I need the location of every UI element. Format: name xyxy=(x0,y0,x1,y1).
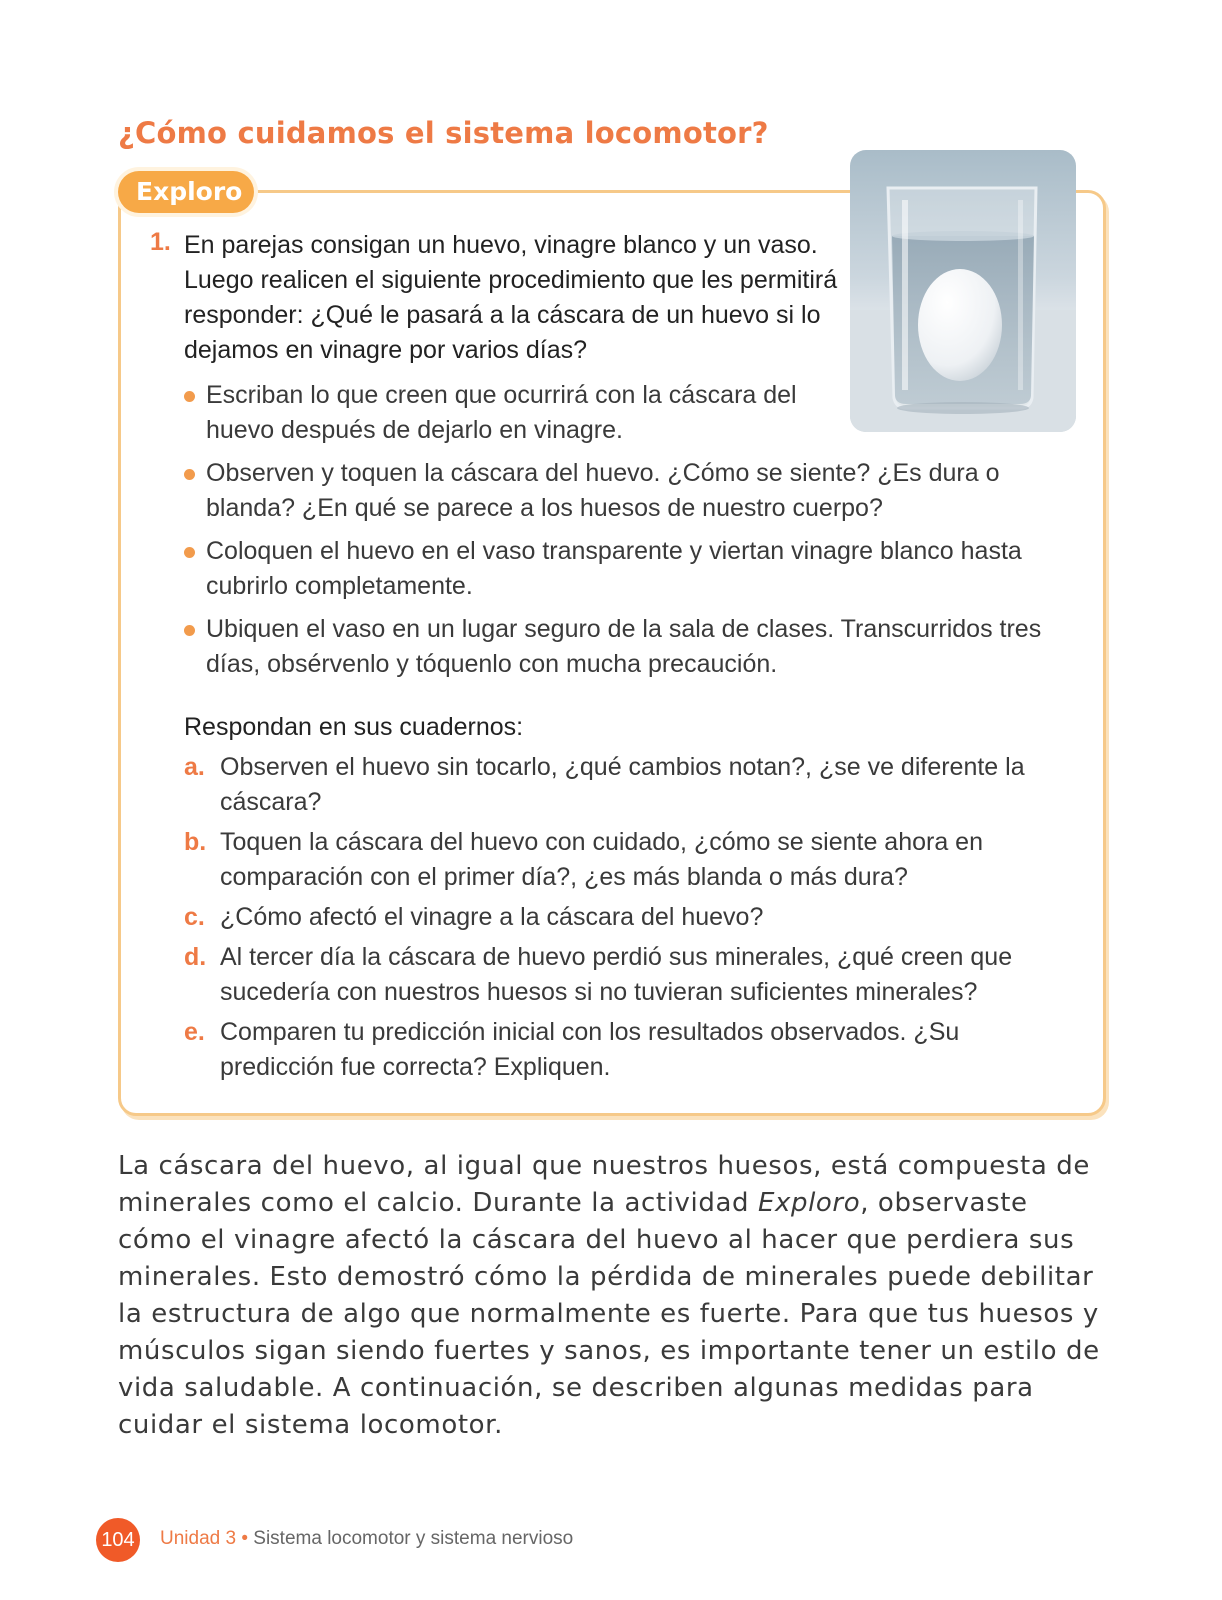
footer-unit-label xyxy=(160,1528,573,1550)
respond-heading: Respondan en sus cuadernos: xyxy=(184,713,524,741)
question-letter: a. xyxy=(184,753,205,781)
list-item xyxy=(182,612,1062,682)
question-letter: d. xyxy=(184,943,207,971)
step-text: Observen y toquen la cáscara del huevo. ¿Cómo se siente? ¿Es dura o blanda? ¿En qué se parece a los huesos de nuestro cuerpo? xyxy=(206,459,1000,522)
list-item xyxy=(182,534,1062,604)
bullet-dot-icon xyxy=(184,625,195,636)
paragraph-text-end: , observaste cómo el vinagre afectó la cáscara del huevo al hacer que perdiera sus minerales. Esto demostró cómo la pérdida de minerales puede debilitar la estructura de algo que normalmente es fuerte. Para que tus huesos y músculos sigan siendo fuertes y sanos, es importante tener un estilo de vida saludable. A continuación, se describen algunas medidas para cuidar el sistema locomotor. xyxy=(118,1188,1100,1440)
footer-unit: Unidad 3 xyxy=(160,1528,237,1549)
step-text: Ubiquen el vaso en un lugar seguro de la sala de clases. Transcurridos tres días, obsérvenlo y tóquenlo con mucha precaución. xyxy=(206,615,1042,678)
list-item xyxy=(184,825,1044,895)
question-letter: c. xyxy=(184,903,205,931)
procedure-steps-list xyxy=(182,378,1062,690)
bullet-dot-icon xyxy=(184,469,195,480)
question-text: Toquen la cáscara del huevo con cuidado, ¿cómo se siente ahora en comparación con el primer día?, ¿es más blanda o más dura? xyxy=(220,828,983,891)
question-text: Al tercer día la cáscara de huevo perdió sus minerales, ¿qué creen que sucedería con nuestros huesos si no tuvieran suficientes minerales? xyxy=(220,943,1013,1006)
list-item xyxy=(182,456,1062,526)
list-item xyxy=(184,1015,1044,1085)
tab-divider-line xyxy=(230,190,850,193)
step-text: Escriban lo que creen que ocurrirá con la cáscara del huevo después de dejarlo en vinagre. xyxy=(206,381,797,444)
list-item xyxy=(184,940,1044,1010)
page-title: ¿Cómo cuidamos el sistema locomotor? xyxy=(118,116,769,150)
question-letter: b. xyxy=(184,828,207,856)
question-text: Comparen tu predicción inicial con los resultados observados. ¿Su predicción fue correcta? Expliquen. xyxy=(220,1018,960,1081)
footer-separator: • xyxy=(241,1528,248,1549)
page-number-badge: 104 xyxy=(96,1518,140,1562)
questions-list xyxy=(184,750,1044,1090)
bullet-dot-icon xyxy=(184,547,195,558)
list-item xyxy=(184,900,1044,935)
body-paragraph xyxy=(118,1148,1108,1444)
question-text: Observen el huevo sin tocarlo, ¿qué cambios notan?, ¿se ve diferente la cáscara? xyxy=(220,753,1025,816)
list-item xyxy=(184,750,1044,820)
paragraph-text-start: La cáscara del huevo, al igual que nuestros huesos, está compuesta de minerales como el calcio. Durante la actividad xyxy=(118,1151,1090,1218)
list-item xyxy=(182,378,822,448)
paragraph-italic-term: Exploro xyxy=(757,1188,861,1218)
question-letter: e. xyxy=(184,1018,205,1046)
activity-number: 1. xyxy=(150,228,171,256)
bullet-dot-icon xyxy=(184,391,195,402)
step-text: Coloquen el huevo en el vaso transparente y viertan vinagre blanco hasta cubrirlo completamente. xyxy=(206,537,1022,600)
explore-section-tab: Exploro xyxy=(118,171,254,213)
footer-topic: Sistema locomotor y sistema nervioso xyxy=(253,1528,574,1549)
activity-instructions: En parejas consigan un huevo, vinagre blanco y un vaso. Luego realicen el siguiente procedimiento que les permitirá responder: ¿Qué le pasará a la cáscara de un huevo si lo dejamos en vinagre por varios días? xyxy=(184,231,838,364)
question-text: ¿Cómo afectó el vinagre a la cáscara del huevo? xyxy=(220,903,764,931)
